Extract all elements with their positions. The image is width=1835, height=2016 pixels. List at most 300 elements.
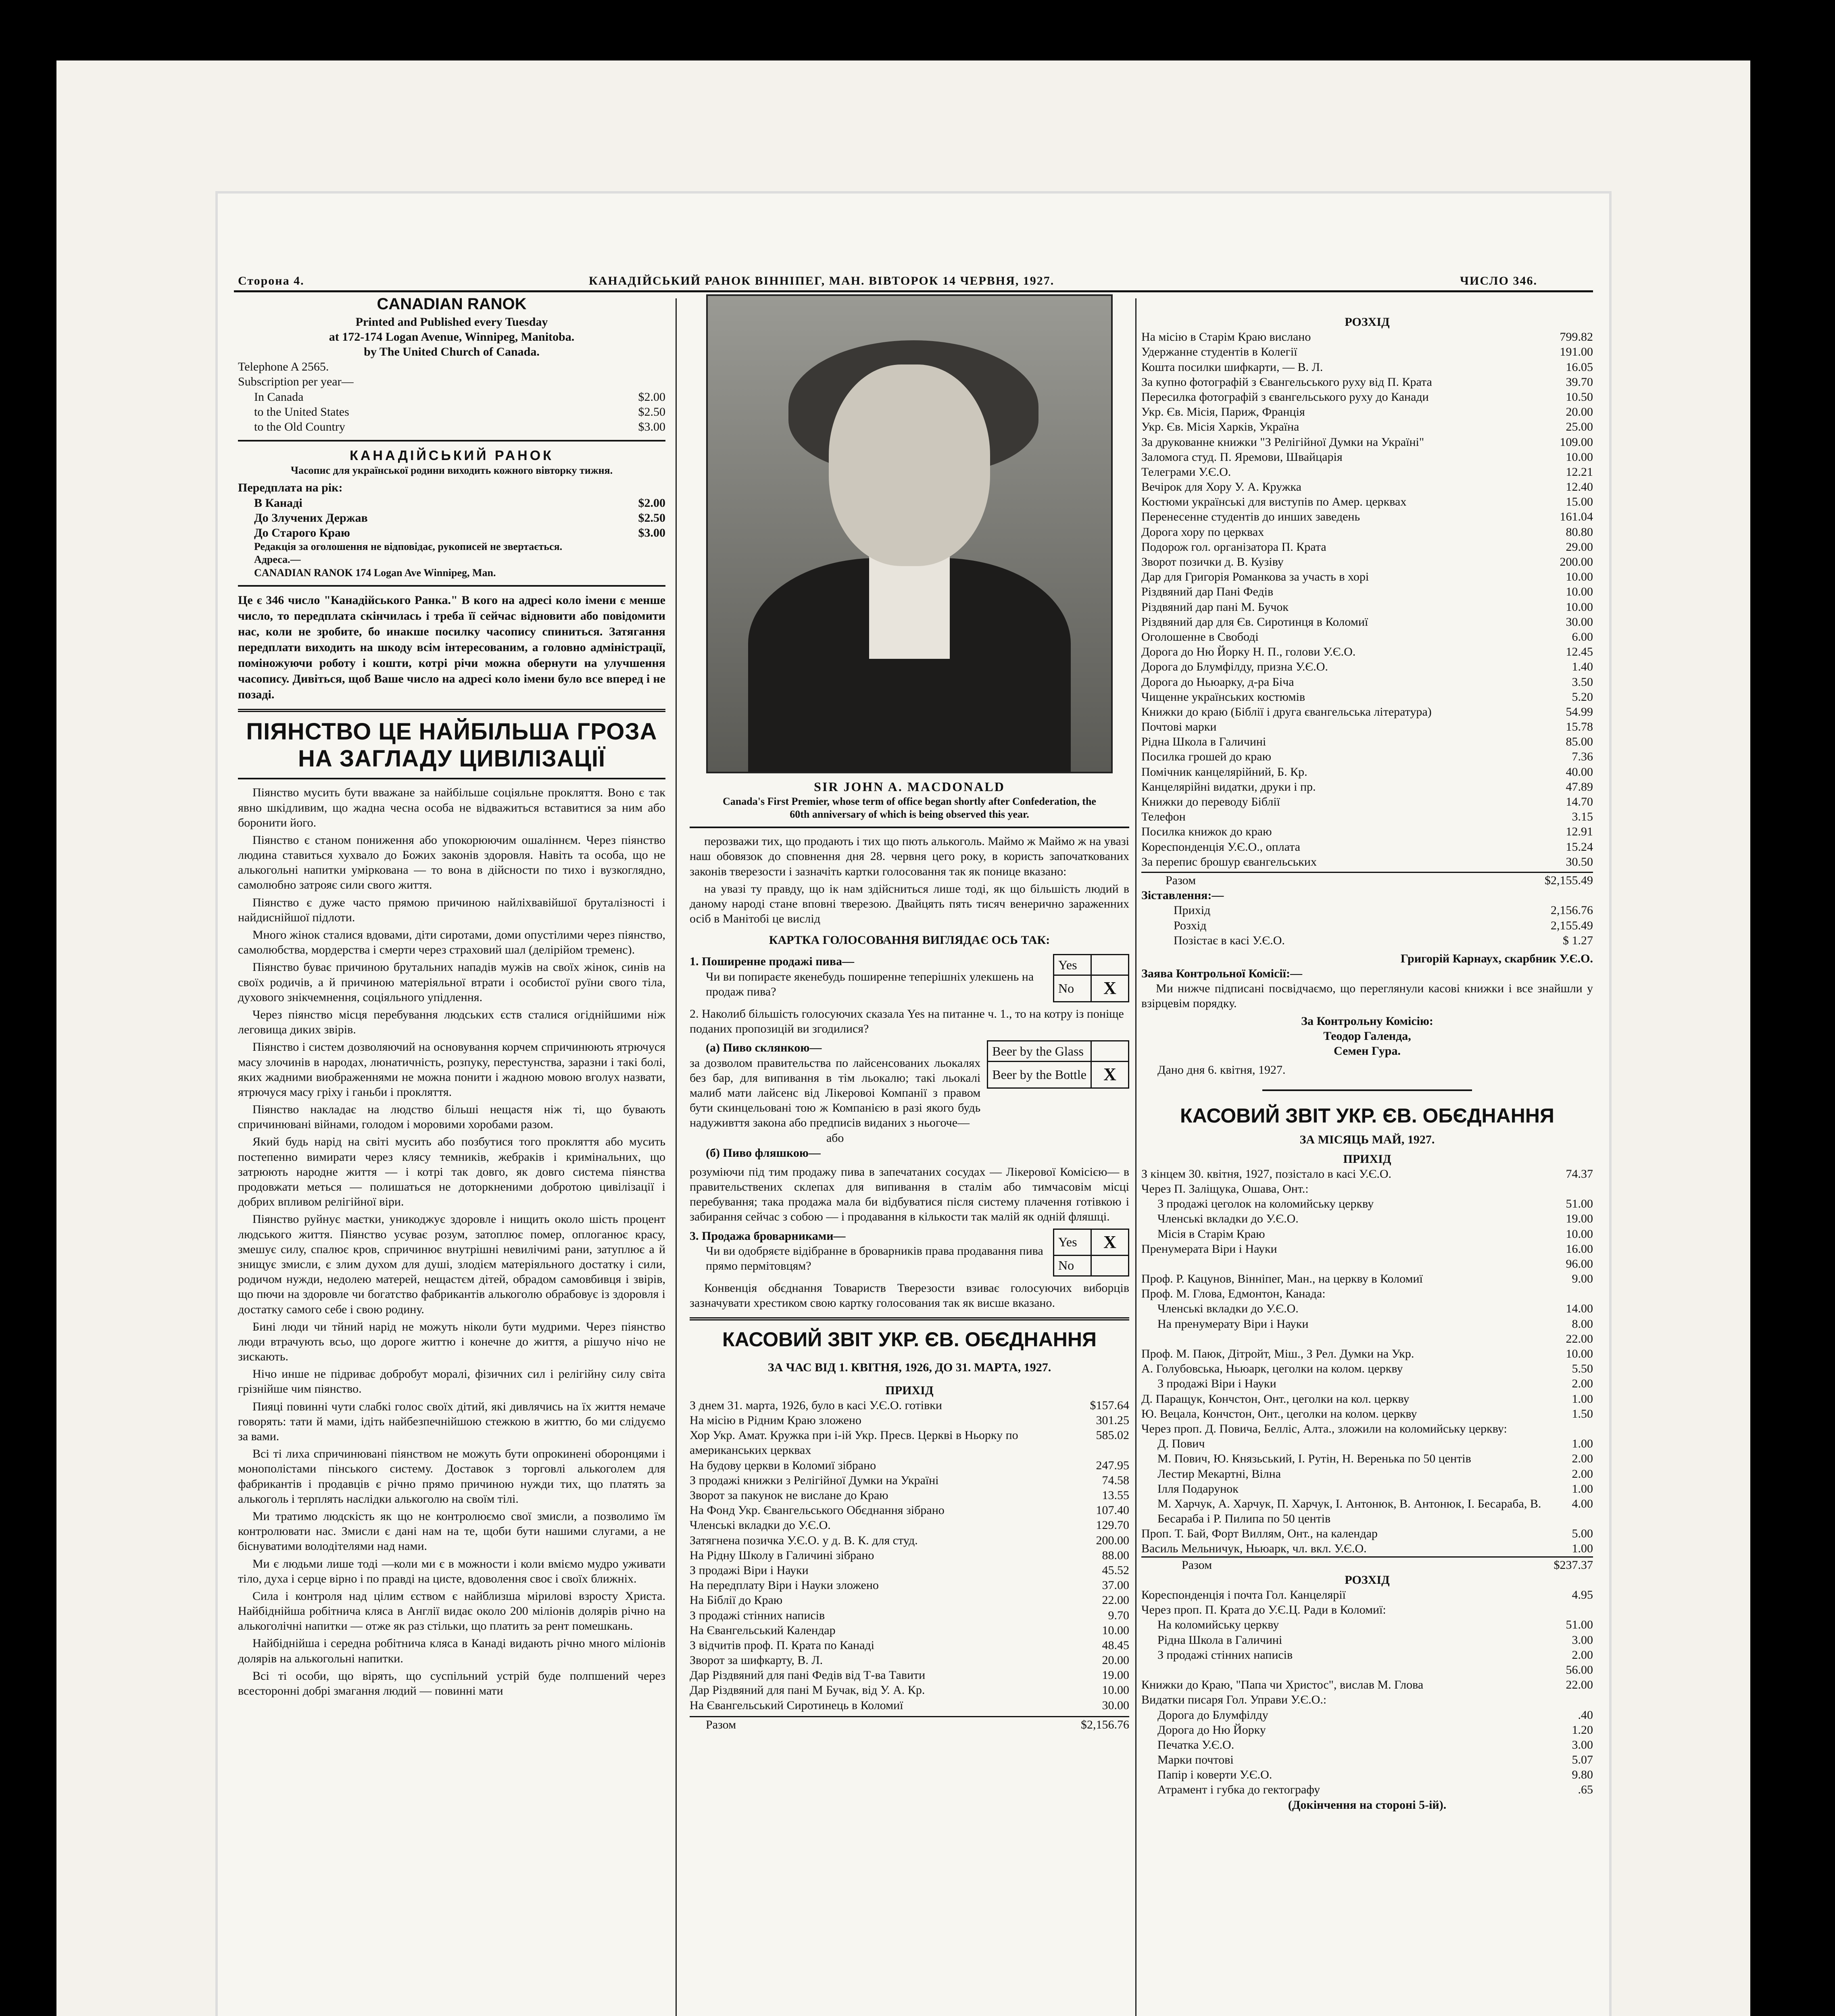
entry-label: Перенесенне студентів до инших заведень	[1141, 510, 1360, 524]
ballot-mark	[1091, 1041, 1129, 1062]
price-label: In Canada	[254, 390, 304, 404]
entry-label: Посилка грошей до краю	[1141, 750, 1272, 764]
ballot-option: No	[1054, 1256, 1091, 1276]
income-row	[690, 1473, 1129, 1488]
expense2-row	[1141, 1737, 1593, 1752]
price-label: to the United States	[254, 405, 349, 419]
entry-label: Печатка У.Є.О.	[1157, 1738, 1234, 1752]
report-title: КАСОВИЙ ЗВІТ УКР. ЄВ. ОБЄДНАННЯ	[722, 1328, 1097, 1351]
entry-amount: 1.00	[1572, 1542, 1593, 1556]
en-line: at 172-174 Logan Avenue, Winnipeg, Manitoba.	[329, 330, 575, 344]
entry-amount: 2.00	[1572, 1467, 1593, 1481]
income-row	[690, 1518, 1129, 1533]
entry-amount: 10.00	[1566, 600, 1593, 614]
income-row	[690, 1578, 1129, 1593]
income-row	[690, 1608, 1129, 1623]
entry-label: З продажі цеголок на коломийську церкву	[1157, 1197, 1374, 1211]
article-paragraph: Всі ті лиха спричинювані піянством не можуть бути опрокинені оборонцями і монополістами пінського систему. Доставок з торговлі алькоголем для фабрикантів і продавців є річно прямо причиною нужди тих, що платять за алькоголь і терплять наслідки алькоголю на своїм тілі.	[238, 1447, 665, 1506]
entry-label: Чищенне українських костюмів	[1141, 690, 1305, 704]
entry-amount: 5.00	[1572, 1527, 1593, 1541]
article-paragraph: Ми тратимо людскість як що не контролюємо свої змисли, а позволимо їм контролювати нас. Змисли є дані нам на те, щоби бути нашими слугами, а не біснуватими володітелями над нами.	[238, 1509, 665, 1553]
summary-row	[1174, 903, 1593, 918]
entry-amount: .65	[1578, 1783, 1593, 1797]
price-value: $2.00	[638, 496, 665, 510]
entry-label: М. Пович, Ю. Князьський, І. Рутін, Н. Веренька по 50 центів	[1157, 1452, 1471, 1466]
entry-label: З продажі стінних написів	[1157, 1648, 1293, 1662]
report2-period: ЗА МІСЯЦЬ МАЙ, 1927.	[1299, 1133, 1435, 1147]
expense2-row	[1141, 1677, 1593, 1692]
entry-label: Ю. Вецала, Кончстон, Онт., цеголки на колом. церкву	[1141, 1407, 1417, 1420]
entry-amount: 96.00	[1566, 1257, 1593, 1270]
entry-label: Подорож гол. організатора П. Крата	[1141, 540, 1326, 554]
entry-label: Кореспонденція і почта Гол. Канцелярії	[1141, 1588, 1346, 1602]
ballot-row	[1054, 975, 1129, 1002]
entry-label: З відчитів проф. П. Крата по Канаді	[690, 1638, 874, 1652]
entry-label: Через проп. Д. Повича, Белліс, Алта., зложили на коломийську церкву:	[1141, 1422, 1507, 1435]
income2-row	[1141, 1466, 1593, 1481]
entry-amount: .40	[1578, 1708, 1593, 1722]
subscription-label: Subscription per year—	[238, 375, 354, 389]
entry-amount: 1.00	[1572, 1437, 1593, 1451]
entry-label: Дар для Григорія Романкова за участь в хорі	[1141, 570, 1369, 584]
income2-row	[1141, 1346, 1593, 1361]
income-row	[690, 1653, 1129, 1668]
income-row	[690, 1533, 1129, 1548]
entry-label: На Рідну Школу в Галичині зібрано	[690, 1548, 874, 1562]
entry-amount: $157.64	[1090, 1398, 1129, 1412]
entry-amount: 19.00	[1566, 1212, 1593, 1226]
entry-amount: 29.00	[1566, 540, 1593, 554]
summary-head: Зіставлення:—	[1141, 889, 1224, 902]
entry-amount: 47.89	[1566, 780, 1593, 793]
income2-head: ПРИХІД	[1343, 1152, 1391, 1166]
price-row	[254, 404, 665, 419]
ballot-question-1: 1. Поширенне продажі пива— Чи ви попираєте якенебудь поширенне теперішніх улекшень на продаж пива? Yes No X	[690, 954, 1129, 1002]
entry-label: Через проп. П. Крата до У.Є.Ц. Ради в Коломиї:	[1141, 1603, 1386, 1617]
entry-amount: 799.82	[1560, 330, 1593, 344]
income-head: ПРИХІД	[885, 1383, 934, 1397]
entry-label: Хор Укр. Амат. Кружка при і-ій Укр. Пресв. Церкві в Ньорку по американських церквах	[690, 1429, 1018, 1457]
income-row	[690, 1488, 1129, 1503]
entry-amount: 22.00	[1566, 1332, 1593, 1345]
entry-amount: 16.00	[1566, 1242, 1593, 1256]
entry-label: Через П. Заліщука, Ошава, Онт.:	[1141, 1182, 1309, 1195]
entry-amount: 9.80	[1572, 1768, 1593, 1782]
entry-label: З кінцем 30. квітня, 1927, позістало в касі У.Є.О.	[1141, 1167, 1392, 1181]
entry-label: На пренумерату Віри і Науки	[1157, 1317, 1309, 1331]
price-row	[254, 510, 665, 525]
commission-name: Теодор Галенда,	[1323, 1029, 1411, 1043]
entry-label: Зворот позички д. В. Кузіву	[1141, 555, 1284, 569]
income-total: Разом $2,156.76	[690, 1716, 1129, 1732]
entry-amount: 3.15	[1572, 810, 1593, 824]
expense2-list	[1141, 1587, 1593, 1797]
entry-amount: 3.50	[1572, 675, 1593, 689]
expense-row	[1141, 794, 1593, 809]
ballot-row	[1054, 1256, 1129, 1276]
ballot-row	[1054, 1229, 1129, 1256]
caption-text: Canada's First Premier, whose term of office began shortly after Confederation, the 60th anniversary of which is being observed this year.	[723, 795, 1096, 820]
entry-amount: 9.70	[1108, 1608, 1129, 1622]
summary-row	[1174, 918, 1593, 933]
ballot-box-1	[1053, 954, 1129, 1002]
entry-amount: 80.80	[1566, 525, 1593, 539]
entry-amount: 20.00	[1566, 405, 1593, 419]
ballot-mark	[1091, 955, 1129, 975]
entry-amount: 4.95	[1572, 1588, 1593, 1602]
entry-label: За перепис брошур євангельських	[1141, 855, 1317, 868]
entry-amount: 200.00	[1560, 555, 1593, 569]
article-paragraph: Нічо инше не підриває добробут моралі, фізичних сил і релігійну силу світа грізнійше чим піянство.	[238, 1367, 665, 1396]
entry-amount: 22.00	[1102, 1593, 1129, 1607]
expense-row	[1141, 539, 1593, 554]
expense-row	[1141, 525, 1593, 539]
expense2-row	[1141, 1602, 1593, 1617]
article-paragraph: Піянство є станом пониження або упокорюючим ошаліннєм. Через піянство людина ставиться хухвало до Божих законів здоровля. Навіть та особа, що не алькогольні напитки уміркована — то вона в дійсности по тихо і вузкоглядно, самолюбно затрояє сили свого життя.	[238, 833, 665, 892]
expense2-row	[1141, 1722, 1593, 1737]
commission-text: Ми нижче підписані посвідчаємо, що переглянули касові книжки і все знайшли у взірцевім порядку.	[1141, 982, 1593, 1010]
expense-row	[1141, 689, 1593, 704]
expense2-row	[1141, 1708, 1593, 1722]
entry-label: Видатки писаря Гол. Управи У.Є.О.:	[1141, 1693, 1327, 1707]
expense-row	[1141, 704, 1593, 719]
expense-row	[1141, 435, 1593, 450]
article-continued: перозважи тих, що продають і тих що пють алькоголь. Маймо ж Маймо ж на увазі наш обовязок до сповнення дня 28. червня цего року, в користь започаткованих законів тверезости і зазначіть картки голосовання так як понице вказано:	[690, 835, 1129, 878]
ballot-mark: X	[1091, 1062, 1129, 1088]
expense-row	[1141, 464, 1593, 479]
article-paragraph: Найбіднійша і середна робітнича кляса в Канаді видають річно много міліонів долярів на алькогольні напитки.	[238, 1637, 665, 1665]
expense-row	[1141, 494, 1593, 509]
entry-label: Затягнена позичка У.Є.О. у д. В. К. для студ.	[690, 1533, 918, 1547]
income-row	[690, 1458, 1129, 1473]
expense-total: Разом $2,155.49	[1141, 872, 1593, 888]
price-label: До Старого Краю	[254, 526, 350, 540]
income2-row	[1141, 1256, 1593, 1271]
masthead-title: КАНАДІЙСЬКИЙ РАНОК ВІННІПЕГ, МАН. ВІВТОРОК 14 ЧЕРВНЯ, 1927.	[589, 274, 1055, 287]
en-publisher-info	[238, 314, 665, 360]
expense-row	[1141, 629, 1593, 644]
price-label: to the Old Country	[254, 420, 345, 433]
entry-amount: 2.00	[1572, 1648, 1593, 1662]
entry-label: Д. Паращук, Кончстон, Онт., цеголки на кол. церкву	[1141, 1392, 1410, 1406]
ballot-option: Beer by the Bottle	[988, 1062, 1091, 1088]
price-row	[254, 496, 665, 510]
income2-row	[1141, 1451, 1593, 1466]
caption-name: SIR JOHN A. MACDONALD	[814, 779, 1005, 794]
income2-row	[1141, 1196, 1593, 1211]
entry-label: На місію в Рідним Краю зложено	[690, 1414, 861, 1427]
expense-row	[1141, 584, 1593, 599]
income2-row	[1141, 1241, 1593, 1256]
entry-amount: 3.00	[1572, 1738, 1593, 1752]
entry-label: Ілля Подарунок	[1157, 1482, 1239, 1495]
entry-label: На будову церкви в Коломиї зібрано	[690, 1458, 876, 1472]
address-label: Адреса.—	[254, 554, 301, 566]
entry-amount: 14.70	[1566, 795, 1593, 808]
expense2-row	[1141, 1617, 1593, 1632]
entry-label: Рідна Школа в Галичині	[1141, 735, 1266, 749]
entry-amount: 161.04	[1560, 510, 1593, 524]
income-row	[690, 1563, 1129, 1578]
report2-title: КАСОВИЙ ЗВІТ УКР. ЄВ. ОБЄДНАННЯ	[1180, 1104, 1554, 1127]
entry-label: На Біблії до Краю	[690, 1593, 783, 1607]
en-line: Printed and Published every Tuesday	[355, 315, 548, 329]
entry-amount: 5.20	[1572, 690, 1593, 704]
price-value: $2.50	[638, 405, 665, 419]
income-row	[690, 1683, 1129, 1697]
entry-label: Пренумерата Віри і Науки	[1141, 1242, 1277, 1256]
expense-row	[1141, 809, 1593, 824]
entry-amount: 85.00	[1566, 735, 1593, 749]
entry-amount: 54.99	[1566, 705, 1593, 719]
entry-amount: 88.00	[1102, 1548, 1129, 1562]
entry-label: Пересилка фотографій з євангельського руху до Канади	[1141, 390, 1429, 404]
entry-amount: 3.00	[1572, 1633, 1593, 1647]
price-row	[254, 389, 665, 404]
entry-amount: 39.70	[1566, 375, 1593, 389]
expense-row	[1141, 749, 1593, 764]
entry-label: Зворот за шифкарту, В. Л.	[690, 1654, 823, 1667]
entry-label: Членські вкладки до У.Є.О.	[1157, 1212, 1299, 1226]
entry-label: З продажі стінних написів	[690, 1608, 825, 1622]
entry-amount: 301.25	[1096, 1414, 1129, 1427]
article-paragraph: Пияці повинні чути слабкі голос своїх дітий, які дивлячись на їх життя немаче говорять: тати й мами, ідіть найбезпечнійшою стежкою в життю, бо ми слідуємо за вами.	[238, 1400, 665, 1443]
entry-label: Почтові марки	[1141, 720, 1217, 734]
entry-amount: 74.37	[1566, 1167, 1593, 1181]
income2-total: Разом $237.37	[1141, 1556, 1593, 1572]
expense-row	[1141, 344, 1593, 359]
entry-amount: 107.40	[1096, 1504, 1129, 1517]
income2-row	[1141, 1211, 1593, 1226]
commission-name: Семен Гура.	[1333, 1044, 1401, 1058]
portrait-photo	[706, 294, 1113, 773]
article-paragraph: Ми є людьми лише тоді —коли ми є в можности і коли вміємо мудро уживати тіло, духа і серце вірно і по правді на цисте, вдоволення своє і своїх ближніх.	[238, 1557, 665, 1585]
ua-subtitle: Часопис для української родини виходить кожного вівторку тижня.	[290, 464, 613, 477]
ballot-mark: X	[1091, 1229, 1129, 1256]
entry-amount: 5.07	[1572, 1753, 1593, 1767]
en-line: by The United Church of Canada.	[364, 345, 540, 358]
ballot-option: No	[1054, 975, 1091, 1002]
treasurer-signature: Григорій Карнаух, скарбник У.Є.О.	[1400, 952, 1593, 965]
entry-label: Дорога хору по церквах	[1141, 525, 1264, 539]
income2-row	[1141, 1436, 1593, 1451]
price-value: $3.00	[638, 420, 665, 433]
ballot-row	[1054, 955, 1129, 975]
income-row	[690, 1503, 1129, 1518]
expense2-row	[1141, 1633, 1593, 1647]
article-paragraph: Много жінок сталися вдовами, діти сиротами, доми опустілими через піянство, самолюбства, мордерства і смерти через страховий шал (делірійом тременс).	[238, 928, 665, 957]
entry-amount: 15.00	[1566, 495, 1593, 509]
expense-row	[1141, 764, 1593, 779]
expense2-row	[1141, 1692, 1593, 1707]
income-row	[690, 1548, 1129, 1563]
income2-row	[1141, 1526, 1593, 1541]
income2-row	[1141, 1481, 1593, 1496]
expense-row	[1141, 614, 1593, 629]
income-row	[690, 1668, 1129, 1683]
entry-amount: $ 1.27	[1563, 933, 1593, 947]
expense-row	[1141, 419, 1593, 434]
income2-row	[1141, 1496, 1593, 1526]
entry-amount: 2.00	[1572, 1452, 1593, 1466]
entry-label: Книжки до переводу Біблії	[1141, 795, 1280, 808]
entry-amount: 51.00	[1566, 1618, 1593, 1632]
continued-note: (Докінчення на стороні 5-ій).	[1288, 1798, 1447, 1812]
entry-amount: 10.00	[1102, 1683, 1129, 1697]
entry-label: Лестир Мекартні, Вілна	[1157, 1467, 1281, 1481]
income2-list	[1141, 1166, 1593, 1556]
expense-row	[1141, 360, 1593, 375]
entry-amount: 2,155.49	[1551, 918, 1593, 932]
entry-label: Проп. Т. Бай, Форт Виллям, Онт., на календар	[1141, 1527, 1378, 1541]
entry-amount: 2.00	[1572, 1377, 1593, 1391]
income-row	[690, 1638, 1129, 1653]
entry-amount: 247.95	[1096, 1458, 1129, 1472]
summary-row	[1174, 933, 1593, 948]
entry-label: Марки почтові	[1157, 1753, 1234, 1767]
ballot-option: Beer by the Glass	[988, 1041, 1091, 1062]
entry-amount: 10.00	[1102, 1623, 1129, 1637]
entry-amount: 45.52	[1102, 1563, 1129, 1577]
expense-row	[1141, 479, 1593, 494]
price-label: В Канаді	[254, 496, 302, 510]
entry-label: Прихід	[1174, 904, 1211, 917]
entry-label: Костюми українські для виступів по Амер. церквах	[1141, 495, 1407, 509]
entry-label: На коломийську церкву	[1157, 1618, 1279, 1632]
entry-label: Розхід	[1174, 918, 1207, 932]
entry-amount: 12.91	[1566, 825, 1593, 839]
q2b-label: (б) Пиво фляшкою—	[706, 1146, 821, 1160]
entry-label: Заломога студ. П. Яремови, Швайцарія	[1141, 450, 1343, 464]
entry-amount: 30.50	[1566, 855, 1593, 868]
entry-label: Різдвяний дар Пані Федів	[1141, 585, 1274, 599]
entry-label: На місію в Старім Краю вислано	[1141, 330, 1311, 344]
entry-amount: 12.21	[1566, 465, 1593, 479]
entry-label: Місія в Старім Краю	[1157, 1227, 1265, 1241]
entry-amount: 10.00	[1566, 1227, 1593, 1241]
expense-row	[1141, 659, 1593, 674]
entry-amount: 200.00	[1096, 1533, 1129, 1547]
column-right	[1141, 314, 1593, 1812]
income2-row	[1141, 1376, 1593, 1391]
expense2-row	[1141, 1752, 1593, 1767]
income-row	[690, 1593, 1129, 1608]
entry-label: Кошта посилки шифкарти, — В. Л.	[1141, 360, 1323, 374]
entry-label: Дорога до Ню Йорку Н. П., голови У.Є.О.	[1141, 645, 1356, 659]
entry-amount: 4.00	[1572, 1497, 1593, 1510]
income-row	[690, 1698, 1129, 1713]
entry-label: З днем 31. марта, 1926, було в касі У.Є.О. готівки	[690, 1398, 942, 1412]
expense-row	[1141, 644, 1593, 659]
expense-row	[1141, 600, 1593, 614]
q2a-label: (а) Пиво склянкою—	[706, 1041, 822, 1055]
entry-amount: 30.00	[1566, 615, 1593, 629]
entry-label: Проф. М. Паюк, Дітройт, Міш., З Рел. Думки на Укр.	[1141, 1347, 1414, 1360]
masthead-rule	[234, 290, 1593, 292]
price-value: $2.50	[638, 511, 665, 525]
entry-label: Атрамент і губка до гектографу	[1157, 1783, 1320, 1797]
entry-amount: 15.24	[1566, 840, 1593, 854]
price-value: $2.00	[638, 390, 665, 404]
article-paragraph: Піянство є дуже часто прямою причиною найліхвавійшої бруталізності і найдиснійшої підлоти.	[238, 896, 665, 924]
entry-amount: 37.00	[1102, 1579, 1129, 1592]
entry-amount: 191.00	[1560, 345, 1593, 359]
entry-label: Позістає в касі У.Є.О.	[1174, 933, 1285, 947]
expense-row	[1141, 389, 1593, 404]
entry-label: Кореспонденція У.Є.О., оплата	[1141, 840, 1300, 854]
entry-label: За друкованне книжки "З Релігійної Думки на Україні"	[1141, 435, 1424, 449]
income2-row	[1141, 1181, 1593, 1196]
entry-label: На Євангельський Сиротинець в Коломиї	[690, 1698, 903, 1712]
ua-subscription-prices	[238, 496, 665, 541]
expense2-row	[1141, 1587, 1593, 1602]
article-paragraph: Через піянство місця перебування людських єств сталися огіднійшими ніж леговища диких звірів.	[238, 1008, 665, 1037]
entry-amount: 20.00	[1102, 1654, 1129, 1667]
income-row	[690, 1428, 1129, 1458]
expense-row	[1141, 450, 1593, 464]
entry-label: На Фонд Укр. Євангельського Обєднання зібрано	[690, 1504, 945, 1517]
entry-label: Проф. Р. Кацунов, Вінніпег, Ман., на церкву в Коломиї	[1141, 1272, 1423, 1286]
entry-label: Дорога до Блумфілду	[1157, 1708, 1268, 1722]
entry-amount: 1.00	[1572, 1392, 1593, 1406]
ballot-question-3: 3. Продажа броварниками— Чи ви одобряєте відібранне в броварників права продавання пива прямо пермітовцям? Yes X No	[690, 1229, 1129, 1277]
entry-label: Телеграми У.Є.О.	[1141, 465, 1231, 479]
newspaper-page	[218, 194, 1609, 2016]
expense-row	[1141, 404, 1593, 419]
entry-amount: 1.40	[1572, 660, 1593, 674]
expense-row	[1141, 734, 1593, 749]
ballot-option: Yes	[1054, 1229, 1091, 1256]
entry-amount: 74.58	[1102, 1473, 1129, 1487]
expense2-row	[1141, 1662, 1593, 1677]
entry-label: Дар Різдвяний для пані М Бучак, від У. А. Кр.	[690, 1683, 925, 1697]
commission-date: Дано дня 6. квітня, 1927.	[1157, 1063, 1286, 1077]
entry-label: З продажі Віри і Науки	[690, 1563, 809, 1577]
expense-list	[1141, 329, 1593, 869]
ballot-row	[988, 1041, 1129, 1062]
income-list	[690, 1398, 1129, 1713]
income-row	[690, 1413, 1129, 1428]
entry-label: З продажі книжки з Релігійної Думки на Україні	[690, 1473, 939, 1487]
entry-label: А. Голубовська, Ньюарк, цеголки на колом. церкву	[1141, 1362, 1403, 1376]
article-continued-2: на увазі ту правду, що ік нам здійсниться лише тоді, як що більшість людий в даному народі стане вповні тверезою. Двайцять пять тисяч венерично зараженних осіб в Манітобі це вислід	[690, 882, 1129, 926]
expense2-head: РОЗХІД	[1345, 1573, 1390, 1587]
income2-row	[1141, 1406, 1593, 1421]
convention-note: Конвенція обєднання Товариств Тверезости взиває голосуючих виборців зазначувати хрестиком свою картку голосования так як висше вказано.	[690, 1281, 1129, 1310]
expense-row	[1141, 569, 1593, 584]
expense-row	[1141, 675, 1593, 689]
entry-label: Укр. Єв. Місія Харків, Україна	[1141, 420, 1299, 434]
entry-label: Рідна Школа в Галичині	[1157, 1633, 1282, 1647]
q2b-text: розуміючи під тим продажу пива в запечатаних сосудах — Лікерової Комісією— в правительствених склепах для випивання в сталім або тимчасовім місці перебування; така продажа мала би відбуватися після систему плачення готівкою і забирання сейчас з собою — і продавання в кількости так малій як одній фляшці.	[690, 1165, 1129, 1224]
income2-row	[1141, 1301, 1593, 1316]
article-paragraph: Піянство руйнує маєтки, уникоджує здоровле і нищить около шість процент людського життя. Піянство усуває розум, затоплює помер, оплоганює красу, змешує силу, спалює кров, спричинює внутрішні невилічимі рани, затуплює а й знищує змисли, є злим духом для душі, злодієм матеріяльного достатку і сили, родичом нужди, недолею матерей, нещастєм дітей, обрадом самовбивця і звірів, що пючи на здоровле чи богатство фабрикантів алькоголю обрабовує із здоровля і достатку самого себе і свою родину.	[238, 1212, 665, 1316]
ua-title: КАНАДІЙСЬКИЙ РАНОК	[350, 448, 554, 464]
summary-list	[1141, 903, 1593, 948]
price-value: $3.00	[638, 526, 665, 540]
ballot-mark	[1091, 1256, 1129, 1276]
ballot-option: Yes	[1054, 955, 1091, 975]
entry-amount: 5.50	[1572, 1362, 1593, 1376]
article-headline: ПІЯНСТВО ЦЕ НАЙБІЛЬША ГРОЗА НА ЗАГЛАДУ ЦИВІЛІЗАЦІЇ	[246, 718, 657, 772]
income2-row	[1141, 1316, 1593, 1331]
price-label: До Злучених Держав	[254, 511, 368, 525]
entry-amount: 13.55	[1102, 1489, 1129, 1502]
column-left	[238, 294, 665, 1701]
expense-row	[1141, 854, 1593, 869]
price-row	[254, 419, 665, 434]
entry-amount: 9.00	[1572, 1272, 1593, 1286]
